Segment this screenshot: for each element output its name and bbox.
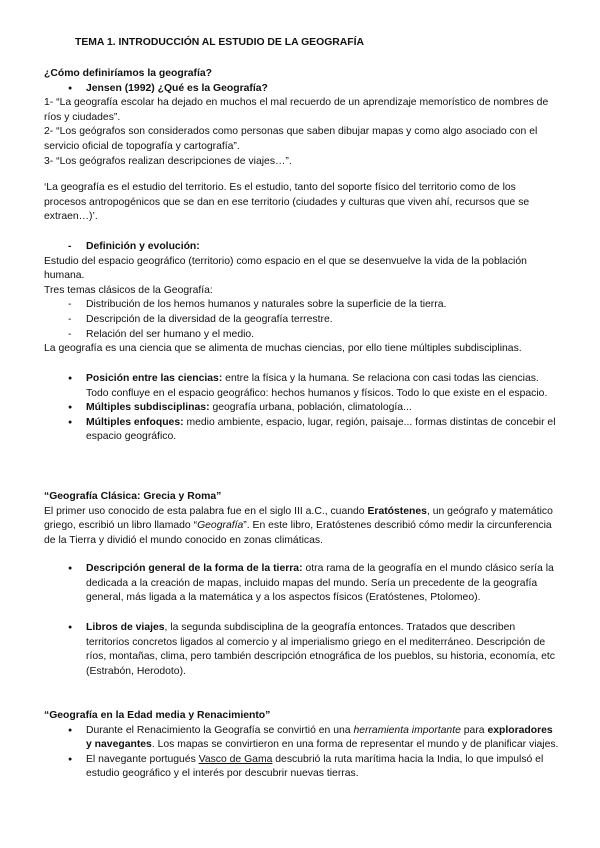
- travel-books-bullet: [44, 621, 560, 679]
- approaches-label: Múltiples enfoques:: [86, 416, 184, 428]
- text-run: ”. En este libro, Eratóstenes describió cómo medir la circunferencia de la Tierra y dividió el mundo conocido en zonas climáticas.: [44, 520, 552, 546]
- renaissance-bullet: [44, 724, 560, 753]
- paragraph-2: 2- “Los geógrafos son considerados como personas que saben dibujar mapas y como algo asociado con el servicio oficial de topografía y cartografía”.: [44, 126, 538, 152]
- jensen-bullet: ● Jensen (1992) ¿Qué es la Geografía?: [44, 82, 560, 97]
- subdisciplines-label: Múltiples subdisciplinas:: [86, 402, 210, 414]
- position-label: Posición entre las ciencias:: [86, 373, 223, 384]
- text-run: , un geógrafo y matemático griego, escribió un libro llamado “: [44, 505, 553, 532]
- section-definition-question: [44, 67, 560, 169]
- themes-intro: Tres temas clásicos de la Geografía:: [44, 284, 213, 296]
- earth-shape-text: otra rama de la geografía en el mundo clásico sería la dedicada a la creación de mapas, incluido mapas del mundo. Sería un precedente de la geografía general, más ligada a la matemática y a los aspectos físicos (Eratóstenes, Ptolomeo).: [86, 563, 554, 604]
- section-classical-geography: [44, 490, 560, 548]
- text-run: . Los mapas se convirtieron en una forma de representar el mundo y de planificar viajes.: [151, 739, 559, 751]
- definition-paragraph: Estudio del espacio geográfico (territorio) como espacio en el que se desenvuelve la vida de la población humana.: [44, 255, 527, 282]
- theme-item-2: - Descripción de la diversidad de la geografía terrestre.: [44, 313, 560, 328]
- position-text: entre la física y la humana. Se relaciona con casi todas las ciencias. Todo confluye en el espacio geográfico: hechos humanos y físicos. Todo lo que existe en el espacio.: [86, 373, 548, 399]
- travel-books-text: , la segunda subdisciplina de la geografía entonces. Tratados que describen territorios concretos ligados al comercio y al imperialismo griego en el mediterráneo. Descripción de ríos, montañas, clima, pero también descripción etnográfica de los pueblos, su historia, economía, etc (Estrabón, Herodoto).: [86, 622, 555, 677]
- eratosthenes-name: Eratóstenes: [367, 505, 427, 517]
- earth-shape-label: Descripción general de la forma de la tierra:: [86, 563, 303, 574]
- text-run: El navegante portugués: [86, 753, 199, 765]
- subdisciplines-bullet: [44, 401, 560, 416]
- text-run: El primer uso conocido de esta palabra fue en el siglo III a.C., cuando: [44, 505, 368, 517]
- paragraph-3: 3- “Los geógrafos realizan descripciones de viajes…”.: [44, 155, 292, 167]
- position-bullet: [44, 372, 560, 401]
- classical-heading: “Geografía Clásica: Grecia y Roma”: [44, 491, 222, 502]
- book-title: Geografía: [197, 520, 244, 532]
- approaches-bullet: [44, 416, 560, 445]
- question-heading: ¿Cómo definiríamos la geografía?: [44, 68, 213, 79]
- definition-heading: - Definición y evolución:: [44, 240, 560, 255]
- classical-bullet-1: [44, 562, 560, 606]
- theme-item-1: - Distribución de los hemos humanos y naturales sobre la superficie de la tierra.: [44, 298, 560, 313]
- section-definition-evolution: [44, 240, 560, 357]
- important-tool: herramienta importante: [353, 724, 461, 736]
- document-title: TEMA 1. INTRODUCCIÓN AL ESTUDIO DE LA GEOGRAFÍA: [75, 37, 365, 48]
- eratosthenes-paragraph: [44, 505, 560, 549]
- science-bullets: [44, 372, 560, 445]
- earth-shape-bullet: [44, 562, 560, 606]
- section-middle-ages: [44, 709, 560, 782]
- subdisciplines-text: geografía urbana, población, climatología...: [209, 402, 412, 414]
- definition-quote: ‘La geografía es el estudio del territorio. Es el estudio, tanto del soporte físico del territorio como de los procesos antropogénicos que se dan en ese territorio (ciudades y culturas que viven ahí, recursos que se extraen…)’.: [44, 182, 530, 223]
- text-run: Durante el Renacimiento la Geografía se convirtió en una: [86, 724, 354, 736]
- subdisciplines-paragraph: La geografía es una ciencia que se alimenta de muchas ciencias, por ello tiene múltiples subdisciplinas.: [44, 343, 522, 355]
- approaches-text: medio ambiente, espacio, lugar, región, paisaje... formas distintas de concebir el espacio geográfico.: [86, 416, 556, 443]
- text-run: para: [460, 724, 488, 736]
- vasco-de-gama-name: Vasco de Gama: [198, 753, 273, 765]
- classical-bullet-2: [44, 621, 560, 679]
- middle-ages-heading: “Geografía en la Edad media y Renacimiento”: [44, 710, 271, 721]
- vasco-bullet: [44, 753, 560, 782]
- text-run: descubrió la ruta marítima hacia la India, lo que impulsó el estudio geográfico y el interés por descubrir nuevas tierras.: [86, 753, 544, 780]
- travel-books-label: Libros de viajes: [86, 622, 165, 633]
- paragraph-1: 1- “La geografía escolar ha dejado en muchos el mal recuerdo de un aprendizaje memorístico de nombres de ríos y ciudades”.: [44, 97, 549, 123]
- explorers-label: exploradores y navegantes: [86, 724, 553, 751]
- theme-item-3: - Relación del ser humano y el medio.: [44, 328, 560, 343]
